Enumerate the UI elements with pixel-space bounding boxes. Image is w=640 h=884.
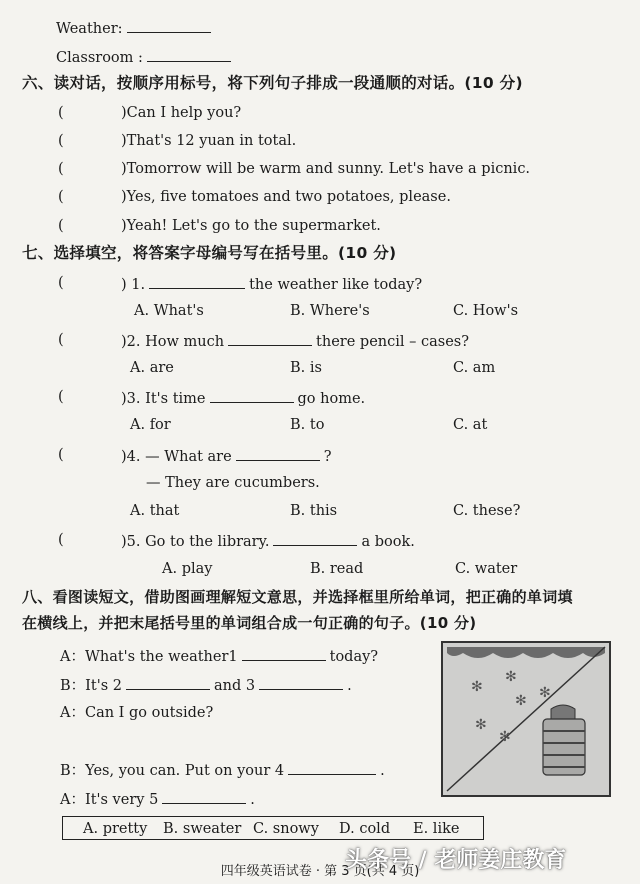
section-8-title-line2: 在横线上，并把末尾括号里的单词组合成一句正确的句子。(10 分) [22, 614, 477, 632]
answer-paren[interactable]: ( [58, 389, 64, 405]
q2-option-a[interactable]: A. are [130, 360, 174, 376]
svg-text:✻: ✻ [515, 693, 527, 709]
classroom-blank[interactable] [147, 49, 231, 62]
q2-option-b[interactable]: B. is [290, 360, 322, 376]
section-7-title: 七、选择填空，将答案字母编号写在括号里。(10 分) [22, 244, 397, 262]
answer-paren[interactable]: ( [58, 218, 64, 234]
q1-option-b[interactable]: B. Where's [290, 303, 370, 319]
page-footer: 四年级英语试卷 · 第 3 页(共 4 页) [220, 864, 420, 879]
svg-text:✻: ✻ [475, 717, 487, 733]
q1-option-a[interactable]: A. What's [134, 303, 204, 319]
answer-paren[interactable]: ( [58, 133, 64, 149]
weather-blank[interactable] [127, 20, 211, 33]
dialog-line-4: B：Yes, you can. Put on your 4 . [60, 763, 385, 779]
question-1: ) 1. the weather like today? [121, 277, 423, 293]
answer-paren[interactable]: ( [58, 105, 64, 121]
q4-option-a[interactable]: A. that [130, 503, 180, 519]
answer-paren[interactable]: ( [58, 532, 64, 548]
answer-paren[interactable]: ( [58, 275, 64, 291]
answer-paren[interactable]: ( [58, 161, 64, 177]
section-6-title: 六、读对话，按顺序用标号，将下列句子排成一段通顺的对话。(10 分) [22, 74, 523, 92]
word-option-b[interactable]: B. sweater [163, 821, 242, 837]
dialog-sentence-1: )Can I help you? [121, 105, 242, 121]
svg-text:✻: ✻ [539, 685, 551, 701]
dialog-sentence-2: )That's 12 yuan in total. [121, 133, 297, 149]
word-option-c[interactable]: C. snowy [253, 821, 319, 837]
weather-line: Weather: [56, 20, 215, 37]
dialog-line-1: A：What's the weather1 today? [60, 649, 379, 665]
watermark: 头条号 / 老师姜庄教育 [345, 848, 567, 873]
word-option-d[interactable]: D. cold [339, 821, 391, 837]
q3-option-a[interactable]: A. for [130, 417, 171, 433]
q2-option-c[interactable]: C. am [453, 360, 496, 376]
word-option-e[interactable]: E. like [413, 821, 460, 837]
q5-option-c[interactable]: C. water [455, 561, 518, 577]
question-2: )2. How much there pencil – cases? [121, 334, 469, 350]
word-bank-box [62, 816, 484, 840]
classroom-line: Classroom : [56, 49, 235, 66]
q5-option-a[interactable]: A. play [162, 561, 213, 577]
dialog-sentence-4: )Yes, five tomatoes and two potatoes, please. [121, 189, 451, 205]
dialog-sentence-5: )Yeah! Let's go to the supermarket. [121, 218, 381, 234]
question-3: )3. It's time go home. [121, 391, 366, 407]
svg-text:✻: ✻ [505, 669, 517, 685]
section-8-title-line1: 八、看图读短文，借助图画理解短文意思，并选择框里所给单词，把正确的单词填 [22, 588, 573, 606]
question-5: )5. Go to the library. a book. [121, 534, 415, 550]
answer-paren[interactable]: ( [58, 447, 64, 463]
question-4-reply: — They are cucumbers. [146, 475, 320, 491]
svg-text:✻: ✻ [471, 679, 483, 695]
dialog-line-2: B：It's 2 and 3 . [60, 678, 352, 694]
dialog-sentence-3: )Tomorrow will be warm and sunny. Let's have a picnic. [121, 161, 531, 177]
dialog-line-5: A：It's very 5 . [60, 792, 255, 808]
q3-option-c[interactable]: C. at [453, 417, 488, 433]
q3-option-b[interactable]: B. to [290, 417, 325, 433]
dialog-line-3: A：Can I go outside? [60, 705, 214, 721]
svg-text:✻: ✻ [499, 729, 511, 745]
q4-option-b[interactable]: B. this [290, 503, 338, 519]
question-4: )4. — What are ? [121, 449, 332, 465]
q1-option-c[interactable]: C. How's [453, 303, 519, 319]
q4-option-c[interactable]: C. these? [453, 503, 521, 519]
word-option-a[interactable]: A. pretty [83, 821, 148, 837]
q5-option-b[interactable]: B. read [310, 561, 364, 577]
snow-sweater-picture [441, 641, 611, 797]
snow-sweater-illustration [443, 643, 609, 795]
answer-paren[interactable]: ( [58, 189, 64, 205]
answer-paren[interactable]: ( [58, 332, 64, 348]
